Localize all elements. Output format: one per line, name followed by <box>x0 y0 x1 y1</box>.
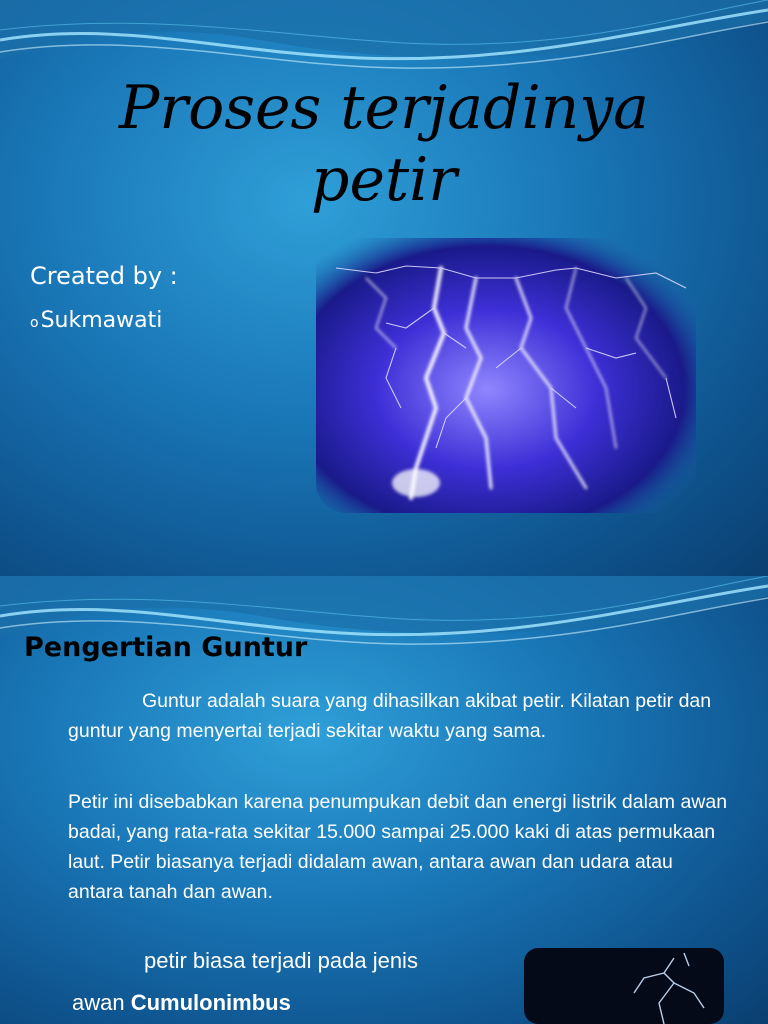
lightning-thumbnail <box>524 948 724 1024</box>
cloud-type-line: petir biasa terjadi pada jenis <box>144 948 418 973</box>
paragraph-guntur <box>68 686 728 746</box>
section-heading: Pengertian Guntur <box>24 632 308 663</box>
slide-title: Proses terjadinya petir <box>119 73 649 215</box>
paragraph-text: Guntur adalah suara yang dihasilkan akibat petir. Kilatan petir dan guntur yang menyertai terjadi sekitar waktu yang sama. <box>68 690 712 742</box>
definition-slide <box>0 576 768 1024</box>
creator-label: Created by : <box>30 262 178 290</box>
cloud-prefix: awan <box>72 990 131 1015</box>
bullet-icon: o <box>30 315 39 331</box>
cloud-name: Cumulonimbus <box>130 990 291 1015</box>
cloud-type-line-2 <box>72 990 291 1016</box>
paragraph-petir: Petir ini disebabkan karena penumpukan debit dan energi listrik dalam awan badai, yang rata-rata sekitar 15.000 sampai 25.000 kaki di atas permukaan laut. Petir biasanya terjadi didalam awan, antara awan dan udara atau antara tanah dan awan. <box>68 791 728 903</box>
creator-list-item <box>30 308 162 333</box>
creator-name: Sukmawati <box>40 308 163 333</box>
lightning-image <box>316 238 696 513</box>
